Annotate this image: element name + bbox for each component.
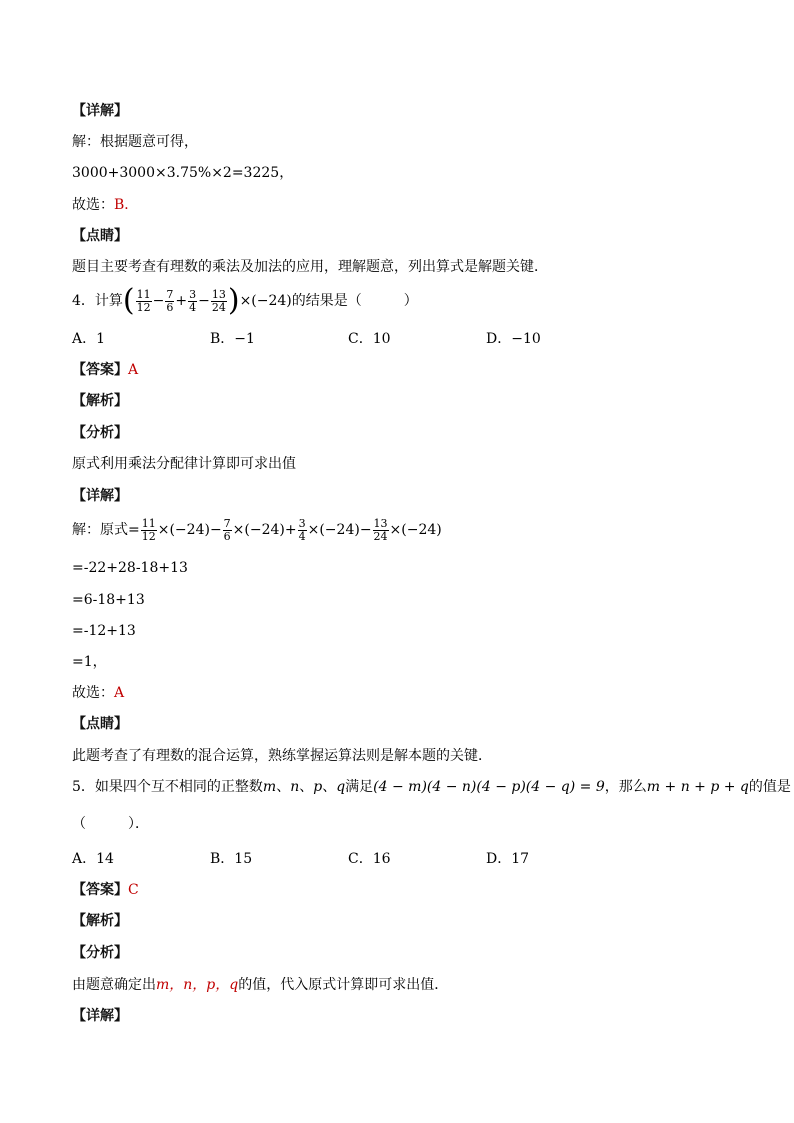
comment-heading: 【点睛】 [72, 228, 128, 244]
option-d: D．−10 [486, 331, 541, 347]
answer-value: A [128, 362, 139, 378]
q4-solution-expression: 解：原式= $\frac{11}{12}$ ×(−24)− $\frac{7}{6}$ ×(−24)+ $\frac{3}{4}$ ×(−24)− $\frac{13}{24}$ ×(−24) [72, 516, 442, 543]
step-line: =-22+28-18+13 [72, 560, 188, 576]
comment-text: 题目主要考查有理数的乘法及加法的应用，理解题意，列出算式是解题关键． [72, 259, 548, 275]
choice-answer: A [114, 685, 125, 701]
detail-heading: 【详解】 [72, 103, 128, 119]
option-a: A．1 [72, 331, 106, 347]
option-c: C．10 [348, 331, 391, 347]
answer-line: 【答案】C [72, 882, 139, 898]
fenxi-heading: 【分析】 [72, 945, 128, 961]
comment-heading: 【点睛】 [72, 716, 128, 732]
choice-line: 故选：B． [72, 197, 139, 213]
fraction: $\frac{3}{4}$ [298, 516, 306, 543]
q4-options [72, 329, 624, 349]
solution-calc: 3000+3000×3.75%×2=3225， [72, 165, 294, 181]
fraction: $\frac{11}{12}$ [136, 287, 151, 314]
fraction: $\frac{7}{6}$ [166, 287, 174, 314]
q4-stem: 4．计算( $\frac{11}{12}$ − $\frac{7}{6}$ + $\frac{3}{4}$ − $\frac{13}{24}$ )×(−24)的结果是（ ） [72, 283, 418, 318]
fraction: $\frac{13}{24}$ [373, 516, 388, 543]
q5-stem: 5．如果四个互不相同的正整数m、n、p、q满足(4 − m)(4 − n)(4 − p)(4 − q) = 9，那么m + n + p + q的值是 [72, 779, 791, 795]
option-b: B．−1 [210, 331, 255, 347]
detail-heading: 【详解】 [72, 1008, 128, 1024]
choice-answer: B． [114, 197, 139, 213]
variables: m，n，p，q [156, 977, 239, 993]
step-line: =1， [72, 654, 107, 670]
analysis-heading: 【解析】 [72, 913, 128, 929]
q5-stem-cont: （ ）． [72, 816, 149, 832]
option-c: C．16 [348, 851, 391, 867]
option-d: D．17 [486, 851, 530, 867]
fenxi-text: 由题意确定出m，n，p，q的值，代入原式计算即可求出值． [72, 977, 449, 993]
answer-value: C [128, 882, 139, 898]
q5-options [72, 849, 624, 869]
option-b: B．15 [210, 851, 253, 867]
fenxi-heading: 【分析】 [72, 425, 128, 441]
fraction: $\frac{11}{12}$ [141, 516, 156, 543]
detail-heading: 【详解】 [72, 488, 128, 504]
comment-text: 此题考查了有理数的混合运算，熟练掌握运算法则是解本题的关键． [72, 748, 492, 764]
step-line: =6-18+13 [72, 592, 145, 608]
answer-line: 【答案】A [72, 362, 139, 378]
fraction: $\frac{7}{6}$ [223, 516, 231, 543]
solution-line: 解：根据题意可得， [72, 134, 198, 150]
fraction: $\frac{13}{24}$ [211, 287, 226, 314]
choice-line: 故选：A [72, 685, 125, 701]
fraction: $\frac{3}{4}$ [189, 287, 197, 314]
fenxi-text: 原式利用乘法分配律计算即可求出值 [72, 456, 296, 472]
step-line: =-12+13 [72, 623, 136, 639]
option-a: A．14 [72, 851, 114, 867]
analysis-heading: 【解析】 [72, 393, 128, 409]
